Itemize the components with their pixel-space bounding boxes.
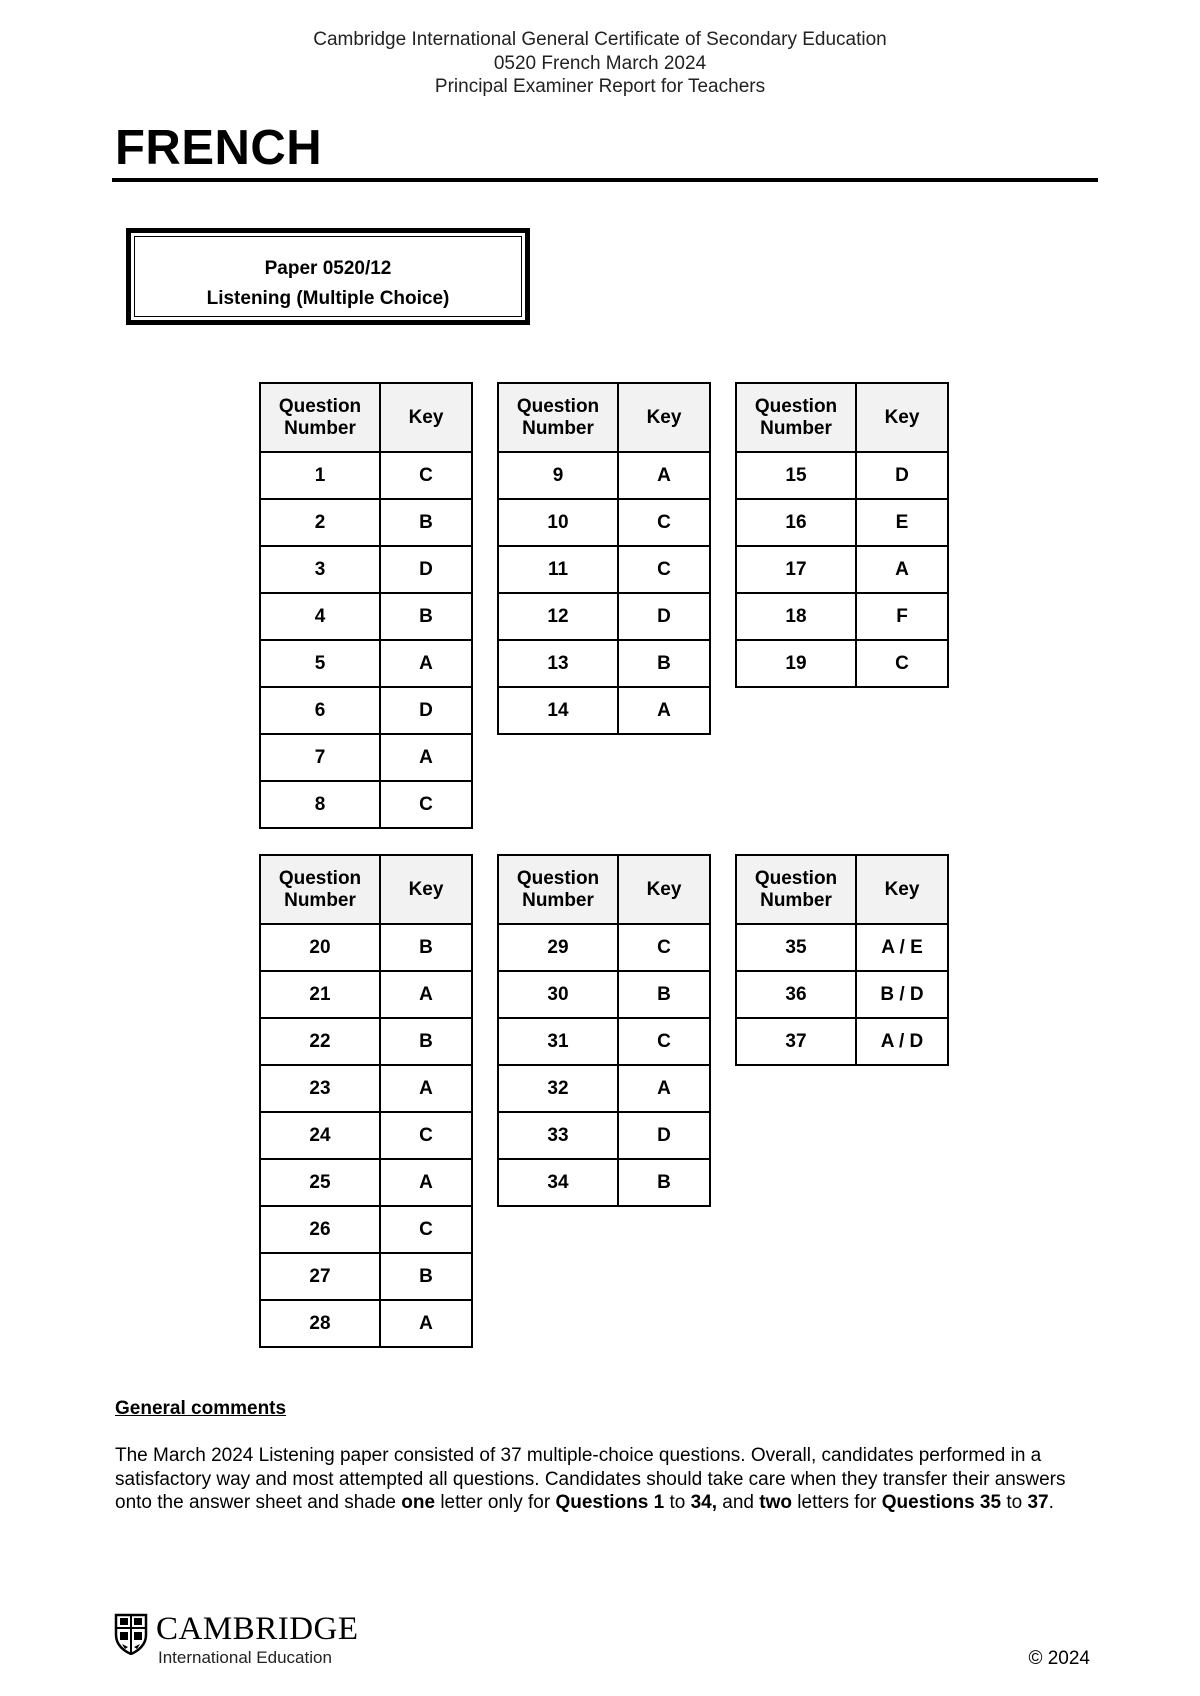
table-header-row bbox=[260, 855, 472, 924]
header-line-1: Cambridge International General Certificate of Secondary Education bbox=[313, 29, 887, 50]
question-number-cell: 18 bbox=[736, 593, 856, 640]
question-number-cell: 11 bbox=[498, 546, 618, 593]
table-row bbox=[498, 593, 710, 640]
answer-key-cell: A / E bbox=[856, 924, 948, 971]
report-header bbox=[0, 28, 1200, 99]
answer-key-cell: F bbox=[856, 593, 948, 640]
table-row bbox=[498, 1112, 710, 1159]
paper-info-box bbox=[126, 228, 530, 325]
question-number-cell: 6 bbox=[260, 687, 380, 734]
table-row bbox=[260, 734, 472, 781]
answer-key-cell: B bbox=[380, 593, 472, 640]
answer-key-cell: A bbox=[618, 452, 710, 499]
paper-title: Listening (Multiple Choice) bbox=[206, 288, 450, 309]
answer-key-cell: D bbox=[618, 1112, 710, 1159]
table-row bbox=[260, 1065, 472, 1112]
table-header-row bbox=[736, 383, 948, 452]
answer-key-cell: B / D bbox=[856, 971, 948, 1018]
question-number-cell: 3 bbox=[260, 546, 380, 593]
question-number-cell: 9 bbox=[498, 452, 618, 499]
table-row bbox=[260, 1253, 472, 1300]
question-number-cell: 13 bbox=[498, 640, 618, 687]
table-row bbox=[736, 593, 948, 640]
answer-key-cell: A bbox=[856, 546, 948, 593]
answer-key-cell: B bbox=[618, 1159, 710, 1206]
key-header: Key bbox=[380, 383, 472, 452]
table-row bbox=[498, 924, 710, 971]
question-number-cell: 16 bbox=[736, 499, 856, 546]
answer-key-cell: A bbox=[380, 1065, 472, 1112]
question-number-cell: 25 bbox=[260, 1159, 380, 1206]
answer-key-cell: B bbox=[618, 640, 710, 687]
question-number-header: Question Number bbox=[498, 855, 618, 924]
table-row bbox=[498, 546, 710, 593]
question-number-cell: 21 bbox=[260, 971, 380, 1018]
table-row bbox=[260, 1300, 472, 1347]
question-number-cell: 31 bbox=[498, 1018, 618, 1065]
table-row bbox=[498, 1018, 710, 1065]
question-number-cell: 24 bbox=[260, 1112, 380, 1159]
question-number-cell: 33 bbox=[498, 1112, 618, 1159]
logo-subtitle: International Education bbox=[158, 1648, 332, 1667]
table-header-row bbox=[498, 383, 710, 452]
table-row bbox=[736, 452, 948, 499]
question-number-cell: 37 bbox=[736, 1018, 856, 1065]
answer-key-cell: C bbox=[380, 1206, 472, 1253]
answer-key-cell: A bbox=[380, 1159, 472, 1206]
table-row bbox=[736, 640, 948, 687]
table-row bbox=[260, 1159, 472, 1206]
question-number-cell: 30 bbox=[498, 971, 618, 1018]
question-number-cell: 10 bbox=[498, 499, 618, 546]
question-number-cell: 27 bbox=[260, 1253, 380, 1300]
general-comments-heading: General comments bbox=[115, 1398, 287, 1419]
answer-key-table-5 bbox=[497, 854, 711, 1207]
answer-key-cell: C bbox=[618, 1018, 710, 1065]
table-row bbox=[736, 971, 948, 1018]
answer-key-cell: C bbox=[856, 640, 948, 687]
answer-key-cell: C bbox=[380, 781, 472, 828]
key-header: Key bbox=[856, 383, 948, 452]
table-row bbox=[498, 1159, 710, 1206]
answer-key-cell: A bbox=[380, 1300, 472, 1347]
table-row bbox=[736, 924, 948, 971]
table-header-row bbox=[736, 855, 948, 924]
question-number-header: Question Number bbox=[736, 383, 856, 452]
table-row bbox=[260, 971, 472, 1018]
table-row bbox=[260, 1112, 472, 1159]
table-row bbox=[498, 1065, 710, 1112]
question-number-cell: 4 bbox=[260, 593, 380, 640]
logo-wordmark: CAMBRIDGE bbox=[156, 1611, 359, 1647]
question-number-cell: 15 bbox=[736, 452, 856, 499]
key-header: Key bbox=[380, 855, 472, 924]
answer-key-table-2 bbox=[497, 382, 711, 735]
answer-key-table-1 bbox=[259, 382, 473, 829]
key-header: Key bbox=[856, 855, 948, 924]
header-line-3: Principal Examiner Report for Teachers bbox=[434, 76, 766, 97]
table-row bbox=[736, 1018, 948, 1065]
table-row bbox=[260, 1018, 472, 1065]
question-number-cell: 7 bbox=[260, 734, 380, 781]
question-number-cell: 5 bbox=[260, 640, 380, 687]
table-row bbox=[260, 640, 472, 687]
cambridge-shield-icon bbox=[114, 1613, 148, 1655]
question-number-cell: 35 bbox=[736, 924, 856, 971]
question-number-header: Question Number bbox=[736, 855, 856, 924]
question-number-cell: 26 bbox=[260, 1206, 380, 1253]
question-number-cell: 22 bbox=[260, 1018, 380, 1065]
header-line-2: 0520 French March 2024 bbox=[493, 52, 707, 74]
answer-key-cell: C bbox=[618, 924, 710, 971]
answer-key-table-4 bbox=[259, 854, 473, 1348]
subject-title: FRENCH bbox=[115, 121, 323, 175]
answer-key-cell: B bbox=[618, 971, 710, 1018]
table-row bbox=[498, 640, 710, 687]
table-row bbox=[498, 499, 710, 546]
table-row bbox=[260, 452, 472, 499]
table-row bbox=[260, 593, 472, 640]
table-row bbox=[260, 687, 472, 734]
paper-code: Paper 0520/12 bbox=[264, 258, 392, 279]
cambridge-logo bbox=[114, 1611, 359, 1671]
question-number-cell: 32 bbox=[498, 1065, 618, 1112]
answer-key-cell: A bbox=[380, 971, 472, 1018]
answer-key-cell: B bbox=[380, 499, 472, 546]
answer-key-cell: A bbox=[618, 687, 710, 734]
table-row bbox=[736, 499, 948, 546]
question-number-cell: 12 bbox=[498, 593, 618, 640]
question-number-cell: 19 bbox=[736, 640, 856, 687]
table-row bbox=[498, 971, 710, 1018]
table-header-row bbox=[260, 383, 472, 452]
question-number-cell: 23 bbox=[260, 1065, 380, 1112]
question-number-cell: 14 bbox=[498, 687, 618, 734]
answer-key-cell: C bbox=[618, 546, 710, 593]
table-row bbox=[260, 546, 472, 593]
question-number-cell: 36 bbox=[736, 971, 856, 1018]
answer-key-cell: C bbox=[380, 1112, 472, 1159]
answer-key-cell: A / D bbox=[856, 1018, 948, 1065]
title-rule bbox=[112, 178, 1098, 182]
table-row bbox=[260, 781, 472, 828]
question-number-header: Question Number bbox=[498, 383, 618, 452]
answer-key-cell: C bbox=[618, 499, 710, 546]
answer-key-cell: D bbox=[380, 687, 472, 734]
answer-key-cell: C bbox=[380, 452, 472, 499]
table-row bbox=[498, 452, 710, 499]
copyright-notice: © 2024 bbox=[1028, 1648, 1090, 1669]
question-number-cell: 8 bbox=[260, 781, 380, 828]
table-header-row bbox=[498, 855, 710, 924]
answer-key-cell: B bbox=[380, 924, 472, 971]
answer-key-table-6 bbox=[735, 854, 949, 1066]
answer-key-cell: A bbox=[380, 640, 472, 687]
answer-key-cell: A bbox=[618, 1065, 710, 1112]
table-row bbox=[260, 499, 472, 546]
question-number-cell: 2 bbox=[260, 499, 380, 546]
general-comments-paragraph: The March 2024 Listening paper consisted of 37 multiple-choice questions. Overall, candidates performed in a satisfactory way and most attempted all questions. Candidates should take care when they transfer their answers onto the answer sheet and shade one letter only for Questions 1 to 34, and two letters for Questions 35 to 37. bbox=[115, 1445, 1066, 1513]
question-number-header: Question Number bbox=[260, 855, 380, 924]
table-row bbox=[498, 687, 710, 734]
answer-key-cell: D bbox=[856, 452, 948, 499]
table-row bbox=[260, 924, 472, 971]
key-header: Key bbox=[618, 383, 710, 452]
question-number-cell: 1 bbox=[260, 452, 380, 499]
table-row bbox=[260, 1206, 472, 1253]
key-header: Key bbox=[618, 855, 710, 924]
table-row bbox=[736, 546, 948, 593]
answer-key-cell: E bbox=[856, 499, 948, 546]
question-number-cell: 34 bbox=[498, 1159, 618, 1206]
question-number-cell: 28 bbox=[260, 1300, 380, 1347]
question-number-cell: 20 bbox=[260, 924, 380, 971]
question-number-cell: 17 bbox=[736, 546, 856, 593]
answer-key-cell: B bbox=[380, 1018, 472, 1065]
answer-key-cell: B bbox=[380, 1253, 472, 1300]
answer-key-cell: D bbox=[618, 593, 710, 640]
question-number-header: Question Number bbox=[260, 383, 380, 452]
answer-key-cell: A bbox=[380, 734, 472, 781]
answer-key-cell: D bbox=[380, 546, 472, 593]
answer-key-table-3 bbox=[735, 382, 949, 688]
question-number-cell: 29 bbox=[498, 924, 618, 971]
